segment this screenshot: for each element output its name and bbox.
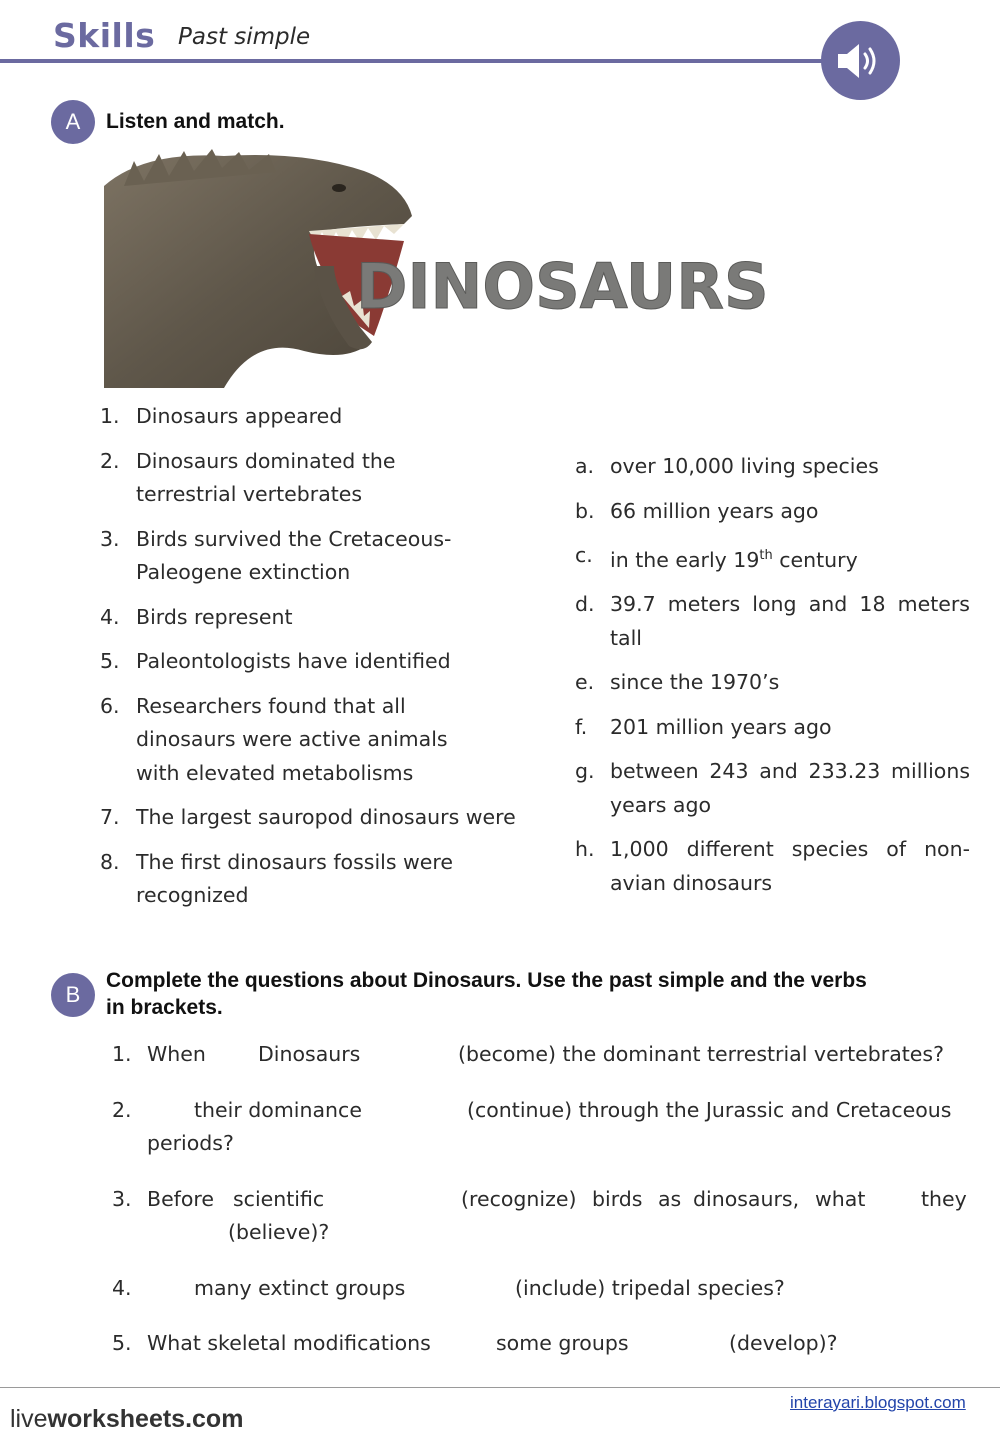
list-item: 2. Dinosaurs dominated the terrestrial vertebrates	[100, 448, 396, 506]
list-item: g. between 243 and 233.23 millions years ago	[575, 759, 970, 817]
question-1: 1. When Dinosaurs (become) the dominant terrestrial vertebrates?	[112, 1042, 944, 1066]
speaker-icon	[835, 39, 885, 83]
list-item: b. 66 million years ago	[575, 498, 819, 523]
list-item: 8. The first dinosaurs fossils were recognized	[100, 849, 453, 907]
header-divider	[0, 59, 830, 63]
brand-title: Skills	[53, 16, 156, 55]
list-item: d. 39.7 meters long and 18 meters tall	[575, 592, 970, 650]
liveworksheets-logo: liveworksheets.com	[10, 1405, 244, 1433]
question-2: 2. their dominance (continue) through the Jurassic and Cretaceous periods?	[112, 1098, 952, 1155]
question-4: 4. many extinct groups (include) tripedal species?	[112, 1276, 785, 1300]
list-item: 1. Dinosaurs appeared	[100, 404, 343, 428]
list-item: 5. Paleontologists have identified	[100, 649, 451, 673]
page-subtitle: Past simple	[178, 24, 311, 50]
section-a-badge: A	[51, 100, 95, 144]
footer-divider	[0, 1387, 1000, 1388]
dinosaur-image	[104, 146, 769, 388]
match-list-left	[100, 400, 516, 924]
list-item: h. 1,000 different species of non-avian dinosaurs	[575, 837, 970, 895]
list-item: 3. Birds survived the Cretaceous-Paleogene extinction	[100, 526, 452, 584]
section-b-badge: B	[51, 973, 95, 1017]
section-b-title: Complete the questions about Dinosaurs. Use the past simple and the verbs in brackets.	[106, 969, 867, 1019]
list-item: 6. Researchers found that all dinosaurs were active animals with elevated metabolisms	[100, 693, 448, 785]
section-a-title: Listen and match.	[106, 110, 285, 133]
list-item: e. since the 1970’s	[575, 670, 780, 695]
dinosaurs-logo-text: DINOSAURS	[356, 250, 769, 323]
list-item: f. 201 million years ago	[575, 714, 832, 739]
list-item: 7. The largest sauropod dinosaurs were	[100, 805, 516, 829]
match-list-right	[575, 450, 970, 911]
question-3: 3. Before scientific (recognize) birds as dinosaurs, what they (believe)?	[112, 1187, 967, 1244]
list-item: 4. Birds represent	[100, 604, 293, 629]
list-item: a. over 10,000 living species	[575, 454, 879, 478]
blog-link[interactable]: interayari.blogspot.com	[790, 1393, 966, 1412]
audio-play-button[interactable]	[821, 21, 900, 100]
question-5: 5. What skeletal modifications some groups (develop)?	[112, 1331, 838, 1355]
list-item: c. in the early 19th century	[575, 543, 858, 572]
